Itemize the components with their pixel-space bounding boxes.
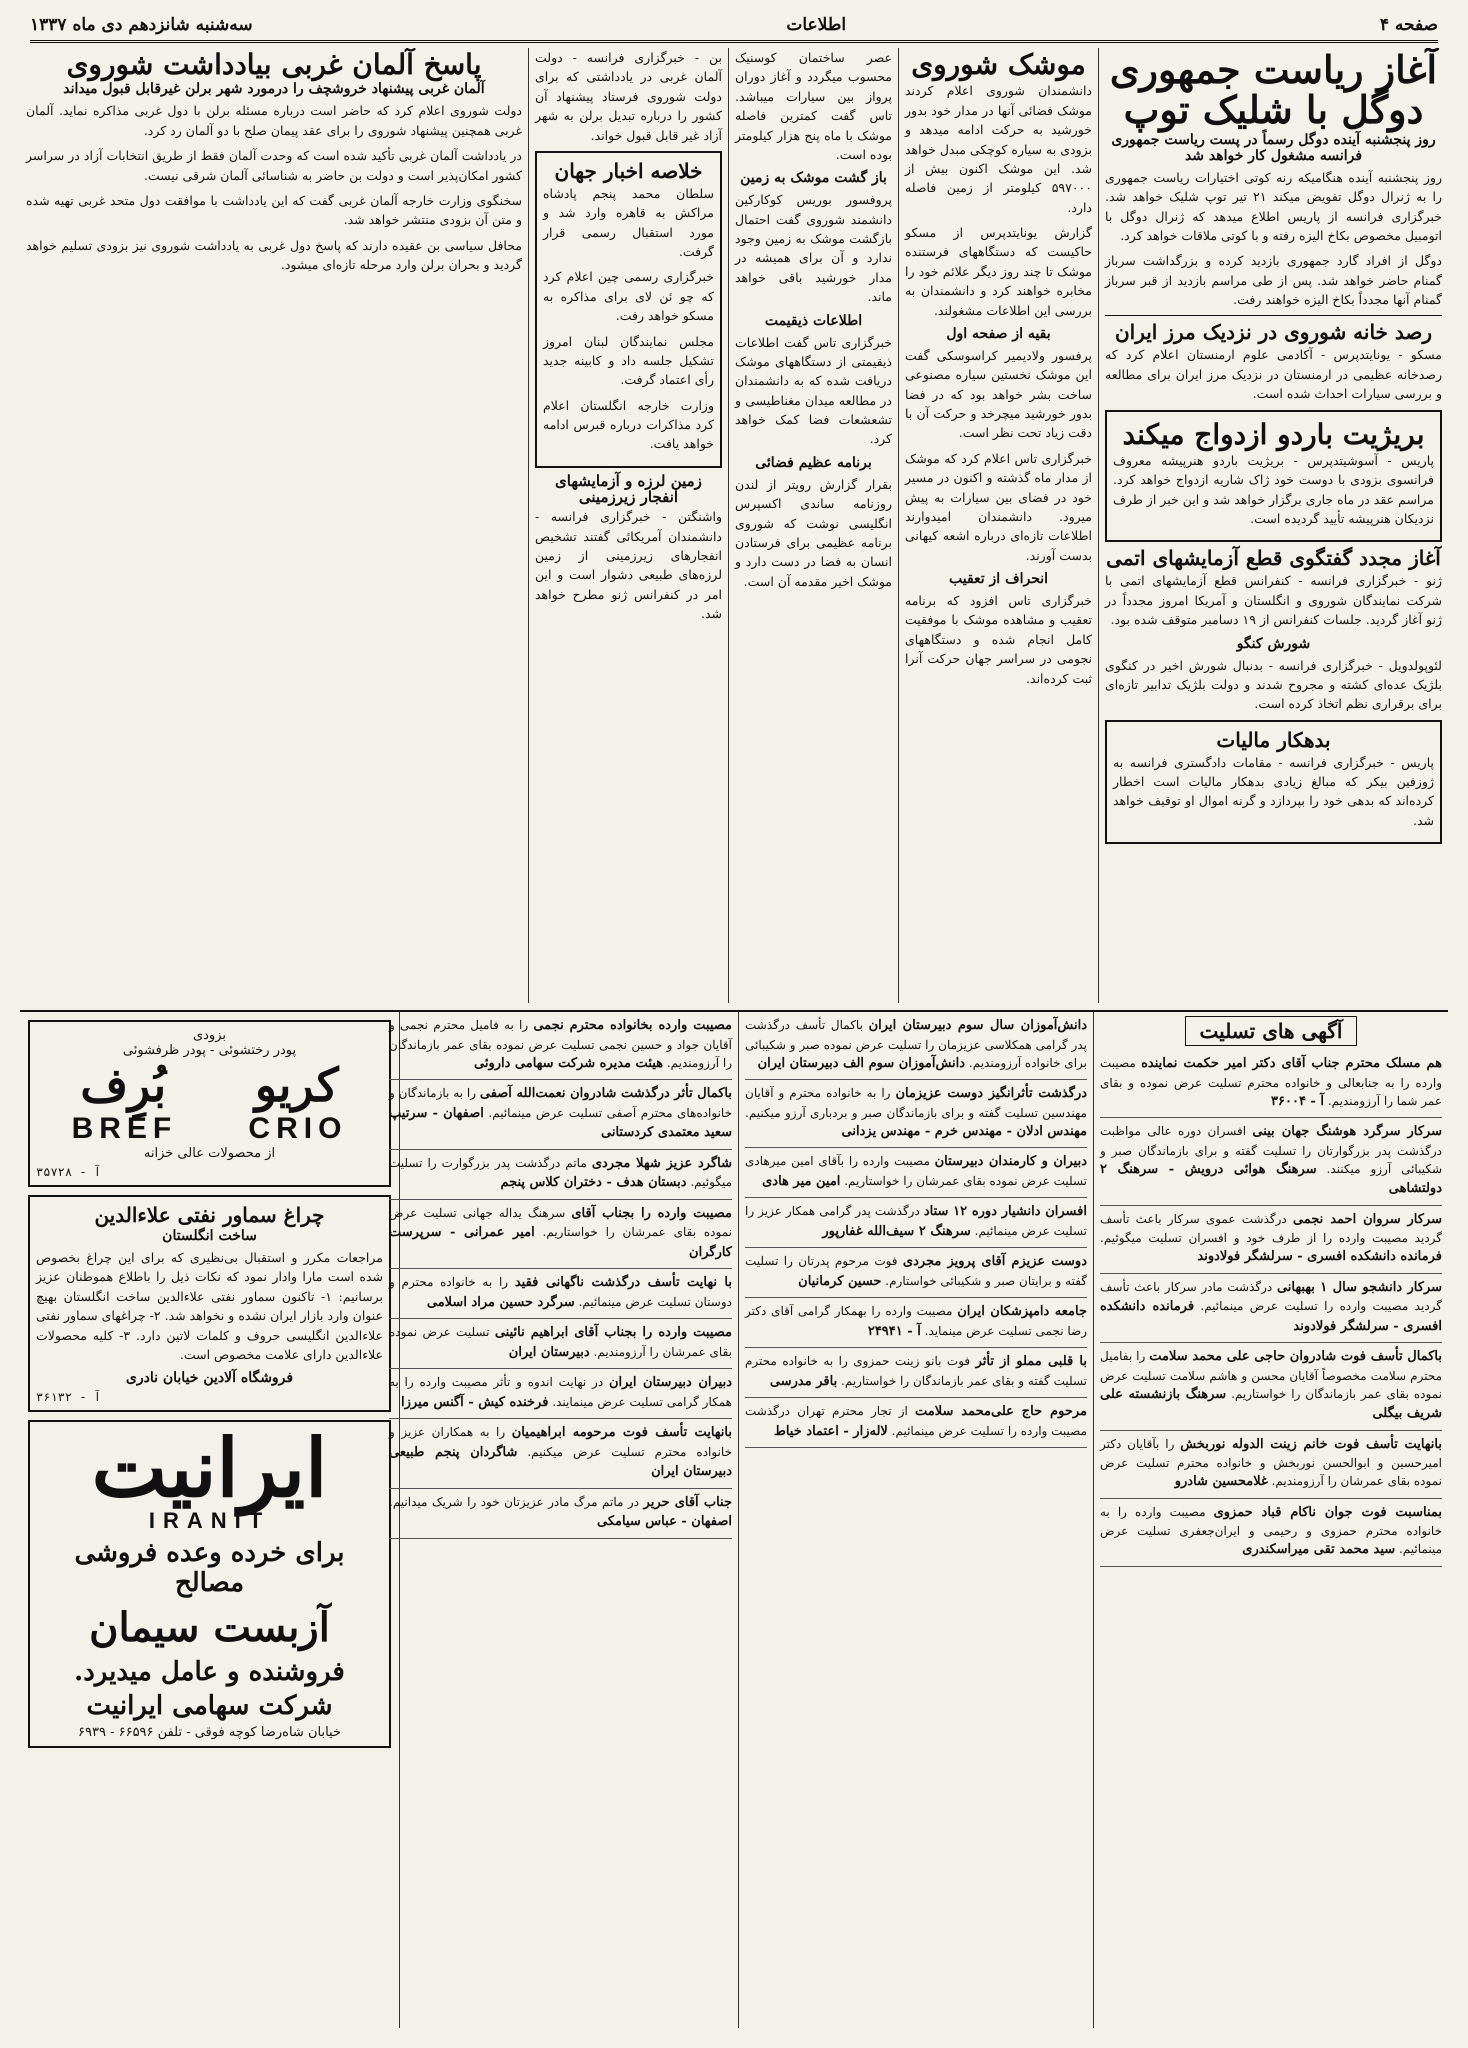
notice-signature: آ - ۲۴۹۴۱ (867, 1323, 921, 1339)
notice-signature: امیر عمرانی - سرپرست کارگران (389, 1225, 732, 1260)
notice-heading: باکمال تأثر درگذشت شادروان نعمت‌الله آصفی (479, 1086, 732, 1101)
article-paragraph: خبرگزاری تاس اعلام کرد که موشک از مدار ماه گذشته و اکنون در مسیر خود در فضای بین سیارات به پیش میرود. دانشمندان امیدوارند اطلاعات تازه‌ای درباره اشعه کیهانی بدست آورند. (905, 450, 1092, 563)
headline-soviet-missile: موشک شوروی (911, 48, 1086, 81)
notice-signature: شاگردان پنجم طبیعی دبیرستان ایران (389, 1444, 732, 1479)
notice-signature: حسین کرمانیان (798, 1273, 882, 1289)
notice-heading: شاگرد عزیز شهلا مجردی (591, 1155, 732, 1171)
ad-top-sub: پودر رختشوئی - پودر ظرفشوئی (122, 1043, 297, 1058)
condolence-notice (389, 1489, 732, 1539)
issue-date: سه‌شنبه شانزدهم دی ماه ۱۳۳۷ (30, 15, 253, 35)
divider (1105, 315, 1442, 316)
article-paragraph: خبرگزاری تاس افزود که برنامه تعقیب و مشاهده موشک با موفقیت کامل انجام شده و دستگاههای نجومی در سراسر جهان حرکت آنرا ثبت کرده‌اند. (905, 593, 1092, 686)
condolence-notice (745, 1398, 1087, 1448)
aladdin-lamp-ad (28, 1195, 391, 1412)
notice-text: باکمال تأسف درگذشت پدر گرامی همکلاسی عزیزمان را تسلیت عرض نموده صبر و شکیبائی برای خانواده آرزومندیم. (745, 1018, 1087, 1070)
notice-heading: با قلبی مملو از تأثر (975, 1354, 1087, 1369)
article-paragraph: مسکو - یونایتدپرس - آکادمی علوم ارمنستان اعلام کرد که رصدخانه عظیمی در ارمنستان در نزدیک مرز ایران برای مطالعه و بررسی سیارات احداث شده است. (1105, 347, 1442, 402)
condolence-notice (389, 1419, 732, 1489)
notice-heading: افسران دانشیار دوره ۱۲ ستاد (923, 1204, 1087, 1219)
notice-heading: بانهایت تأسف فوت مرحومه ابراهیمیان (511, 1425, 732, 1440)
notice-text: مصیبت وارده را بآقای امین میرهادی تسلیت عرض نموده بقای عمرشان را خواستاریم. (745, 1154, 1087, 1188)
notice-signature: سرهنگ هوائی درویش - سرهنگ ۲ دولتشاهی (1100, 1161, 1442, 1196)
article-paragraph: پاریس - آسوشیتدپرس - بریژیت باردو هنرپیشه معروف فرانسوی بزودی با دوست خود ژاک شاریه ازدواج خواهد کرد. مراسم عقد در ماه جاری برگزار خواهد شد و این خبر از طرف نزدیکان هنرپیشه تأیید گردیده است. (1113, 452, 1434, 527)
condolence-notice (1100, 1499, 1442, 1567)
notice-signature: فرخنده کیش - آگنس میرزا (401, 1394, 549, 1410)
notice-text: را بآقایان دکتر امیرحسین و ابوالحسن نوربخش و خانواده محترم تسلیت عرض نموده بقای عمرشان را آرزومندیم. (1100, 1436, 1442, 1488)
notice-text: را به همکاران عزیز و خانواده محترم تسلیت عرض میکنیم. (389, 1425, 732, 1459)
notice-text: درگذشت عموی سرکار باعث تأسف گردید مصیبت وارده را از طرف خود و افسران تسلیت میگوئیم. (1100, 1211, 1442, 1245)
article-paragraph: واشنگتن - خبرگزاری فرانسه - دانشمندان آمریکائی گفتند تشخیص انفجارهای زیرزمینی از زمین لرزه‌های طبیعی دشوار است و این امر در کنفرانس ژنو مطرح خواهد شد. (535, 509, 722, 622)
news-brief: مجلس نمایندگان لبنان امروز تشکیل جلسه داد و کابینه جدید رأی اعتماد گرفت. (543, 333, 714, 388)
article-paragraph: بن - خبرگزاری فرانسه - دولت آلمان غربی در یادداشتی که برای دولت شوروی فرستاد پیشنهاد آن کشور را درباره تبدیل برلن به شهر آزاد غیر قابل قبول خواند. (535, 50, 722, 143)
newspaper-name: اطلاعات (786, 15, 847, 35)
section-title: اطلاعات ذیقیمت (764, 312, 863, 329)
page-number: صفحه ۴ (1379, 15, 1438, 35)
notice-heading: جامعه دامپزشکان ایران (957, 1304, 1087, 1319)
notice-heading: بانهایت تأسف فوت خانم زینت الدوله نوربخش (1180, 1436, 1442, 1452)
lamp-code: آ - ۳۶۱۳۲ (36, 1390, 102, 1405)
advertisement-column (20, 1012, 400, 2028)
condolence-notice (1100, 1343, 1442, 1431)
notice-text: مصیبت وارده را به جنابعالی و خانواده محترم تسلیت عرض نموده و بقای عمر شما را آرزومندیم. (1100, 1056, 1442, 1108)
iranit-line-4: شرکت سهامی ایرانیت (86, 1691, 333, 1722)
headline-observatory: رصد خانه شوروی در نزدیک مرز ایران (1114, 320, 1433, 345)
notice-heading: دبیران دبیرستان ایران (608, 1375, 732, 1390)
notice-signature: امین میر هادی (762, 1173, 841, 1189)
condolence-notice (389, 1200, 732, 1270)
condolence-notice (745, 1298, 1087, 1348)
brand-bref-en: BREF (71, 1112, 178, 1145)
section-title: باز گشت موشک به زمین (740, 170, 887, 187)
condolence-notice (745, 1012, 1087, 1080)
article-paragraph: بقرار گزارش رویتر از لندن روزنامه ساندی اکسپرس انگلیسی نوشت که شوروی برنامه عظیمی برای فرستادن انسان به فضا در دست دارد و موشک اخیر مقدمه آن است. (735, 476, 892, 589)
article-paragraph: روز پنجشنبه آینده هنگامیکه رنه کوتی اختیارات ریاست جمهوری را به ژنرال دوگل تفویض میکند ۲۱ تیر توپ شلیک خواهد شد. خبرگزاری فرانسه از پاریس اطلاع میدهد که ژنرال دوگل با اتومبیل مخصوص بکاخ الیزه رفته و با کوتی ملاقات خواهد کرد. (1105, 169, 1443, 243)
article-paragraph: پروفسور بوریس کوکارکین دانشمند شوروی گفت احتمال بازگشت موشک به زمین وجود ندارد و آن برای همیشه در مدار خورشید باقی خواهد ماند. (735, 192, 892, 305)
notice-text: درگذشت مادر سرکار باعث تأسف گردید مصیبت وارده را تسلیت عرض مینمائیم. (1100, 1279, 1442, 1313)
subheadline-germany: آلمان غربی پیشنهاد خروشچف را درمورد شهر برلن غیرقابل قبول میداند (63, 81, 485, 98)
condolence-notice (745, 1198, 1087, 1248)
article-paragraph: گزارش یونایتدپرس از مسکو حاکیست که دستگاههای فرستنده موشک تا چند روز دیگر علائم خود را مخابره خواهند کرد و دانشمندان به بررسی این اطلاعات مشغولند. (905, 225, 1092, 318)
notice-heading: دوست عزیزم آقای پرویز مجردی (902, 1254, 1087, 1269)
news-brief: سلطان محمد پنجم پادشاه مراکش به قاهره وارد شد و مورد استقبال رسمی قرار گرفت. (543, 185, 714, 259)
notice-heading: مصیبت وارده را بجناب آقای (571, 1205, 732, 1221)
notice-signature: دبیرستان ایران (508, 1344, 590, 1360)
notice-text: را به خانواده محترم و دوستان تسلیت عرض مینمائیم. (389, 1275, 732, 1309)
headline-earthquake: زمین لرزه و آزمایشهای انفجار زیرزمینی (555, 471, 702, 506)
notice-signature: لاله‌زار - اعتماد خیاط (773, 1423, 888, 1439)
brand-crio-en: CRIO (248, 1112, 348, 1145)
notice-heading: بمناسبت فوت جوان ناکام قباد حمزوی (1213, 1504, 1443, 1520)
notice-heading: هم مسلک محترم جناب آقای دکتر امیر حکمت نماینده (1141, 1056, 1442, 1071)
notice-heading: سرکار سروان احمد نجمی (1292, 1211, 1442, 1227)
notice-signature: فرمانده دانشکده افسری - سرلشگر فولادوند (1197, 1249, 1442, 1264)
notice-signature: اصفهان - عباس سیامکی (597, 1514, 732, 1529)
notice-text: فوت مرحوم پدرتان را تسلیت گفته و برایتان صبر و شکیبائی خواستارم. (745, 1254, 1087, 1288)
headline-world-news: خلاصه اخبار جهان (554, 158, 703, 183)
condolence-notice (389, 1269, 732, 1319)
page-header (30, 10, 1438, 43)
news-brief: خبرگزاری رسمی چین اعلام کرد که چو ئن لای برای مذاکره به مسکو خواهد رفت. (543, 269, 714, 324)
tax-box (1105, 720, 1442, 845)
ad-footer: از محصولات عالی خزانه (143, 1146, 276, 1161)
condolence-column-1 (1093, 1012, 1448, 2028)
notice-text: سرهنگ یداله جهانی تسلیت عرض نموده بقای عمرشان را خواستاریم. (389, 1205, 733, 1239)
notice-text: ماتم درگذشت پدر بزرگوارت را تسلیت میگوئیم. (389, 1155, 732, 1189)
article-paragraph: لئوپولدویل - خبرگزاری فرانسه - بدنبال شورش اخیر در کنگوی بلژیک عده‌ای کشته و مجروح شدند و دولت بلژیک تدابیر تازه‌ای برای برقراری نظم اتخاذ کرده است. (1105, 657, 1442, 712)
section-title: انحراف از تعقیب (948, 571, 1049, 588)
world-news-box (535, 151, 722, 468)
brand-bref-fa: بُرِف (80, 1058, 167, 1112)
subheadline-degaulle: روز پنجشنبه آینده دوگل رسماً در پست ریاست جمهوری فرانسه مشغول کار خواهد شد (1111, 131, 1436, 164)
notice-text: را به فامیل محترم نجمی و آقایان جواد و حسین نجمی تسلیت عرض نموده بقای عمر بازماندگان را آرزومندیم. (389, 1018, 732, 1070)
news-column-4 (528, 48, 728, 1003)
notice-signature: اصفهان - سرتیپ سعید معتمدی کردستانی (389, 1105, 732, 1140)
notice-heading: جناب آقای حریر (643, 1494, 732, 1510)
condolence-notice (1100, 1431, 1442, 1499)
condolence-title: آگهی های تسلیت (1185, 1016, 1358, 1046)
article-paragraph: دولت شوروی اعلام کرد که حاضر است درباره مسئله برلن با دول غربی مذاکره نماید. آلمان غربی همچنین پیشنهاد شوروی را برای عقد پیمان صلح با دو آلمان رد کرد. (26, 103, 522, 138)
notice-heading: مصیبت وارده بخانواده محترم نجمی (533, 1018, 732, 1033)
headline-degaulle: آغاز ریاست جمهوری دوگل با شلیک توپ (1109, 48, 1438, 132)
notice-heading: سرکار سرگرد هوشنگ جهان بینی (1252, 1124, 1442, 1139)
condolence-notice (1100, 1050, 1442, 1118)
news-columns (20, 48, 1448, 1003)
iranit-line-2: آزبست سیمان (89, 1604, 330, 1652)
notice-signature: هیئت مدیره شرکت سهامی داروئی (473, 1055, 664, 1071)
notice-text: تسلیت عرض نموده بقای عمرشان را آرزومندیم. (389, 1325, 732, 1359)
notice-heading: مصیبت وارده را بجناب آقای ابراهیم نائینی (494, 1325, 733, 1340)
headline-tax: بدهکار مالیات (1216, 727, 1331, 752)
brand-crio-fa: کریو (254, 1058, 339, 1112)
lamp-text: مراجعات مکرر و استقبال بی‌نظیری که برای این چراغ بخصوص شده است مارا وادار نمود که نکات ذیل را باطلاع هموطنان عزیز برسانیم: ۱- تاکنون سماور نفتی علاءالدین ساخت انگلستان بهیچ عنوان وارد بازار ایران نشده و نخواهد شد. ۲- چراغهای سماور نفتی علاءالدین انگلیسی حروف و کلمات لاتین دارد. ۳- کلیه محصولات علاءالدین دارای علامت مخصوص است. (36, 1250, 383, 1362)
crio-bref-ad (28, 1020, 391, 1187)
notice-signature: غلامحسین شادرو (1174, 1474, 1268, 1489)
notice-signature: باقر مدرسی (769, 1373, 838, 1389)
news-brief: وزارت خارجه انگلستان اعلام کرد مذاکرات درباره قبرس ادامه خواهد یافت. (543, 397, 714, 452)
section-title: برنامه عظیم فضائی (755, 454, 872, 471)
article-paragraph: خبرگزاری تاس گفت اطلاعات ذیقیمتی از دستگاههای موشک دریافت شده که به دانشمندان در مطالعه میدان مغناطیسی و تشعشعات فضا کمک خواهد کرد. (735, 334, 892, 447)
article-paragraph: دانشمندان شوروی اعلام کردند موشک فضائی آنها در مدار خود بدور خورشید به حرکت ادامه میدهد و بزودی به سیاره کوچکی مبدل خواهد شد. این موشک اکنون بیش از ۵۹۷۰۰۰ کیلومتر از زمین فاصله دارد. (905, 83, 1092, 215)
iranit-logo-en: IRANIT (148, 1508, 271, 1534)
notice-text: را به خانواده محترم و آقایان مهندسین تسلیت گفته و برای بازماندگان صبر و بردباری آرزو میکنیم. (745, 1086, 1087, 1120)
iranit-ad (28, 1420, 391, 1748)
notice-text: مصیبت وارده را به خانواده محترم حمزوی و رحیمی و ایران‌جعفری تسلیت عرض مینمائیم. (1100, 1504, 1442, 1556)
notice-text: مصیبت وارده را بهمکار گرامی آقای دکتر رضا نجمی تسلیت عرض مینماید. (745, 1304, 1087, 1338)
news-column-3 (728, 48, 898, 1003)
notice-signature: سرهنگ بازنشسته علی شریف بیگلی (1100, 1386, 1442, 1421)
article-paragraph: سخنگوی وزارت خارجه آلمان غربی گفت که این یادداشت با موافقت دول متحد غربی تهیه شده و متن آن بزودی منتشر خواهد شد. (26, 192, 522, 228)
notice-text: در نهایت اندوه و تأثر مصیبت وارده را به همکار گرامی تسلیت عرض مینمایند. (389, 1375, 732, 1409)
condolence-notice (745, 1248, 1087, 1298)
notice-heading: باکمال تأسف فوت شادروان حاجی علی محمد سلامت (1149, 1349, 1442, 1364)
article-paragraph: در یادداشت آلمان غربی تأکید شده است که وحدت آلمان فقط از طریق انتخابات آزاد در سراسر کشور امکان‌پذیر است و دولت بن حاضر به شناسائی آلمان شرقی نیست. (26, 148, 522, 183)
notice-heading: سرکار دانشجو سال ۱ بهبهانی (1276, 1279, 1443, 1295)
continued-label: بقیه از صفحه اول (946, 325, 1051, 342)
iranit-logo-fa: ایرانیت (91, 1421, 328, 1516)
condolence-notice (389, 1150, 732, 1200)
condolence-notice (745, 1080, 1087, 1148)
headline-bardot: بریژیت باردو ازدواج میکند (1122, 417, 1425, 451)
condolence-notice (389, 1319, 732, 1369)
article-paragraph: محافل سیاسی بن عقیده دارند که پاسخ دول غربی به یادداشت شوروی نیز بزودی تسلیم خواهد گردید و بحران برلن وارد مرحله تازه‌ای میشود. (26, 237, 522, 273)
condolence-section (389, 1012, 1448, 2028)
article-paragraph: ژنو - خبرگزاری فرانسه - کنفرانس قطع آزمایشهای اتمی با شرکت نمایندگان شوروی و انگلستان و آمریکا امروز مجدداً در ژنو آغاز گردید. جلسات کنفرانس از ۱۹ دسامبر متوقف شده بود. (1105, 573, 1442, 628)
article-paragraph: پاریس - خبرگزاری فرانسه - مقامات دادگستری فرانسه به ژوزفین بیکر که مبالغ زیادی بدهکار مالیات است اخطار کرده‌اند که بدهی خود را بپردازد و گرنه اموال او توقیف خواهد شد. (1113, 754, 1434, 828)
notice-signature: دانش‌آموزان سوم الف دبیرستان ایران (757, 1055, 966, 1071)
condolence-notice (1100, 1206, 1442, 1274)
notice-text: درگذشت پدر گرامی همکار عزیز را تسلیت عرض مینمائیم. (745, 1204, 1087, 1238)
iranit-address: خیابان شاه‌رضا کوچه فوقی - تلفن ۶۶۵۹۶ - ۶۹۳۹ (78, 1725, 341, 1741)
notice-heading: با نهایت تأسف درگذشت ناگهانی فقید (514, 1275, 732, 1290)
notice-heading: درگذشت تأثرانگیز دوست عزیزمان (895, 1086, 1088, 1101)
condolence-notice (389, 1012, 732, 1080)
notice-text: از تجار محترم تهران درگذشت مصیبت وارده را تسلیت عرض مینمائیم. (745, 1404, 1087, 1438)
notice-signature: سید محمد تقی میراسکندری (1242, 1542, 1396, 1557)
headline-atomic-talks: آغاز مجدد گفتگوی قطع آزمایشهای اتمی (1106, 546, 1441, 571)
notice-signature: سرهنگ ۲ سیف‌الله غفارپور (822, 1223, 971, 1239)
notice-signature: فرمانده دانشکده افسری - سرلشگر فولادوند (1100, 1299, 1442, 1334)
iranit-line-3: فروشنده و عامل میدیرد. (74, 1657, 345, 1688)
bottom-section (20, 1010, 1448, 2028)
ad-top-line: بزودی (192, 1028, 227, 1043)
notice-signature: دبستان هدف - دختران کلاس پنجم (500, 1175, 687, 1190)
lamp-title: چراغ سماور نفتی علاءالدین (94, 1203, 325, 1227)
condolence-notice (1100, 1274, 1442, 1344)
condolence-column-2 (738, 1012, 1093, 2028)
condolence-notice (389, 1080, 732, 1150)
notice-heading: مرحوم حاج علی‌محمد سلامت (915, 1404, 1087, 1419)
news-column-5 (20, 48, 528, 1003)
notice-text: افسران دوره عالی مواظبت درگذشت پدر بزرگوارتان را تسلیت گفته و برای بازماندگان صبر و شکیبائی آرزو میکنند. (1100, 1124, 1442, 1176)
condolence-notice (389, 1369, 732, 1419)
news-column-1 (1098, 48, 1448, 1003)
riot-title: شورش کنگو (1236, 635, 1311, 652)
article-paragraph: پرفسور ولادیمیر کراسوسکی گفت این موشک نخستین سیاره مصنوعی ساخت بشر خواهد بود که در فضا بدور خورشید میچرخد و حرکت آن با دقت زیاد تحت نظر است. (905, 347, 1092, 441)
notice-text: فوت بانو زینت حمزوی را به خانواده محترم تسلیت گفته و بقای عمر بازماندگان را خواستاریم. (745, 1354, 1087, 1388)
notice-text: را بفامیل محترم سلامت مخصوصاً آقایان محسن و هاشم سلامت تسلیت عرض نموده بقای عمر بازماندگان را خواستاریم. (1100, 1349, 1442, 1401)
notice-heading: دانش‌آموزان سال سوم دبیرستان ایران (868, 1018, 1087, 1033)
ad-code: آ - ۳۵۷۲۸ (36, 1165, 102, 1179)
condolence-column-3 (383, 1012, 738, 2028)
article-paragraph: عصر ساختمان کوسنیک محسوب میگردد و آغاز دوران پرواز بین سیارات میباشد. تاس گفت کمترین فاصله موشک با ماه پنج هزار کیلومتر بوده است. (735, 50, 892, 162)
notice-heading: دبیران و کارمندان دبیرستان (934, 1154, 1087, 1169)
notice-signature: مهندس ادلان - مهندس خرم - مهندس یزدانی (841, 1123, 1087, 1139)
iranit-line-1: برای خرده وعده فروشی مصالح (74, 1538, 345, 1599)
notice-signature: آ - ۳۶۰۰۴ (1271, 1093, 1325, 1109)
bardot-box (1105, 410, 1442, 543)
lamp-sub: ساخت انگلستان (162, 1228, 257, 1244)
lamp-sign: فروشگاه آلادین خیابان نادری (125, 1370, 294, 1387)
condolence-notice (745, 1148, 1087, 1198)
condolence-notice (1100, 1118, 1442, 1206)
headline-germany-reply: پاسخ آلمان غربی بیادداشت شوروی (66, 48, 482, 81)
notice-signature: سرگرد حسین مراد اسلامی (426, 1294, 575, 1310)
condolence-notice (745, 1348, 1087, 1398)
notice-text: را به بازماندگان و خانواده‌های محترم آصفی تسلیت عرض مینمائیم. (389, 1086, 732, 1120)
news-column-2 (898, 48, 1098, 1003)
article-paragraph: دوگل از افراد گارد جمهوری بازدید کرده و بزرگداشت سرباز گمنام حاضر خواهد شد. پس از طی مراسم بازدید از قبر سرباز گمنام آنها مجدداً بکاخ الیزه خواهند رفت. (1105, 253, 1442, 308)
notice-text: در ماتم مرگ مادر عزیزتان خود را شریک میدانیم. (389, 1494, 644, 1509)
